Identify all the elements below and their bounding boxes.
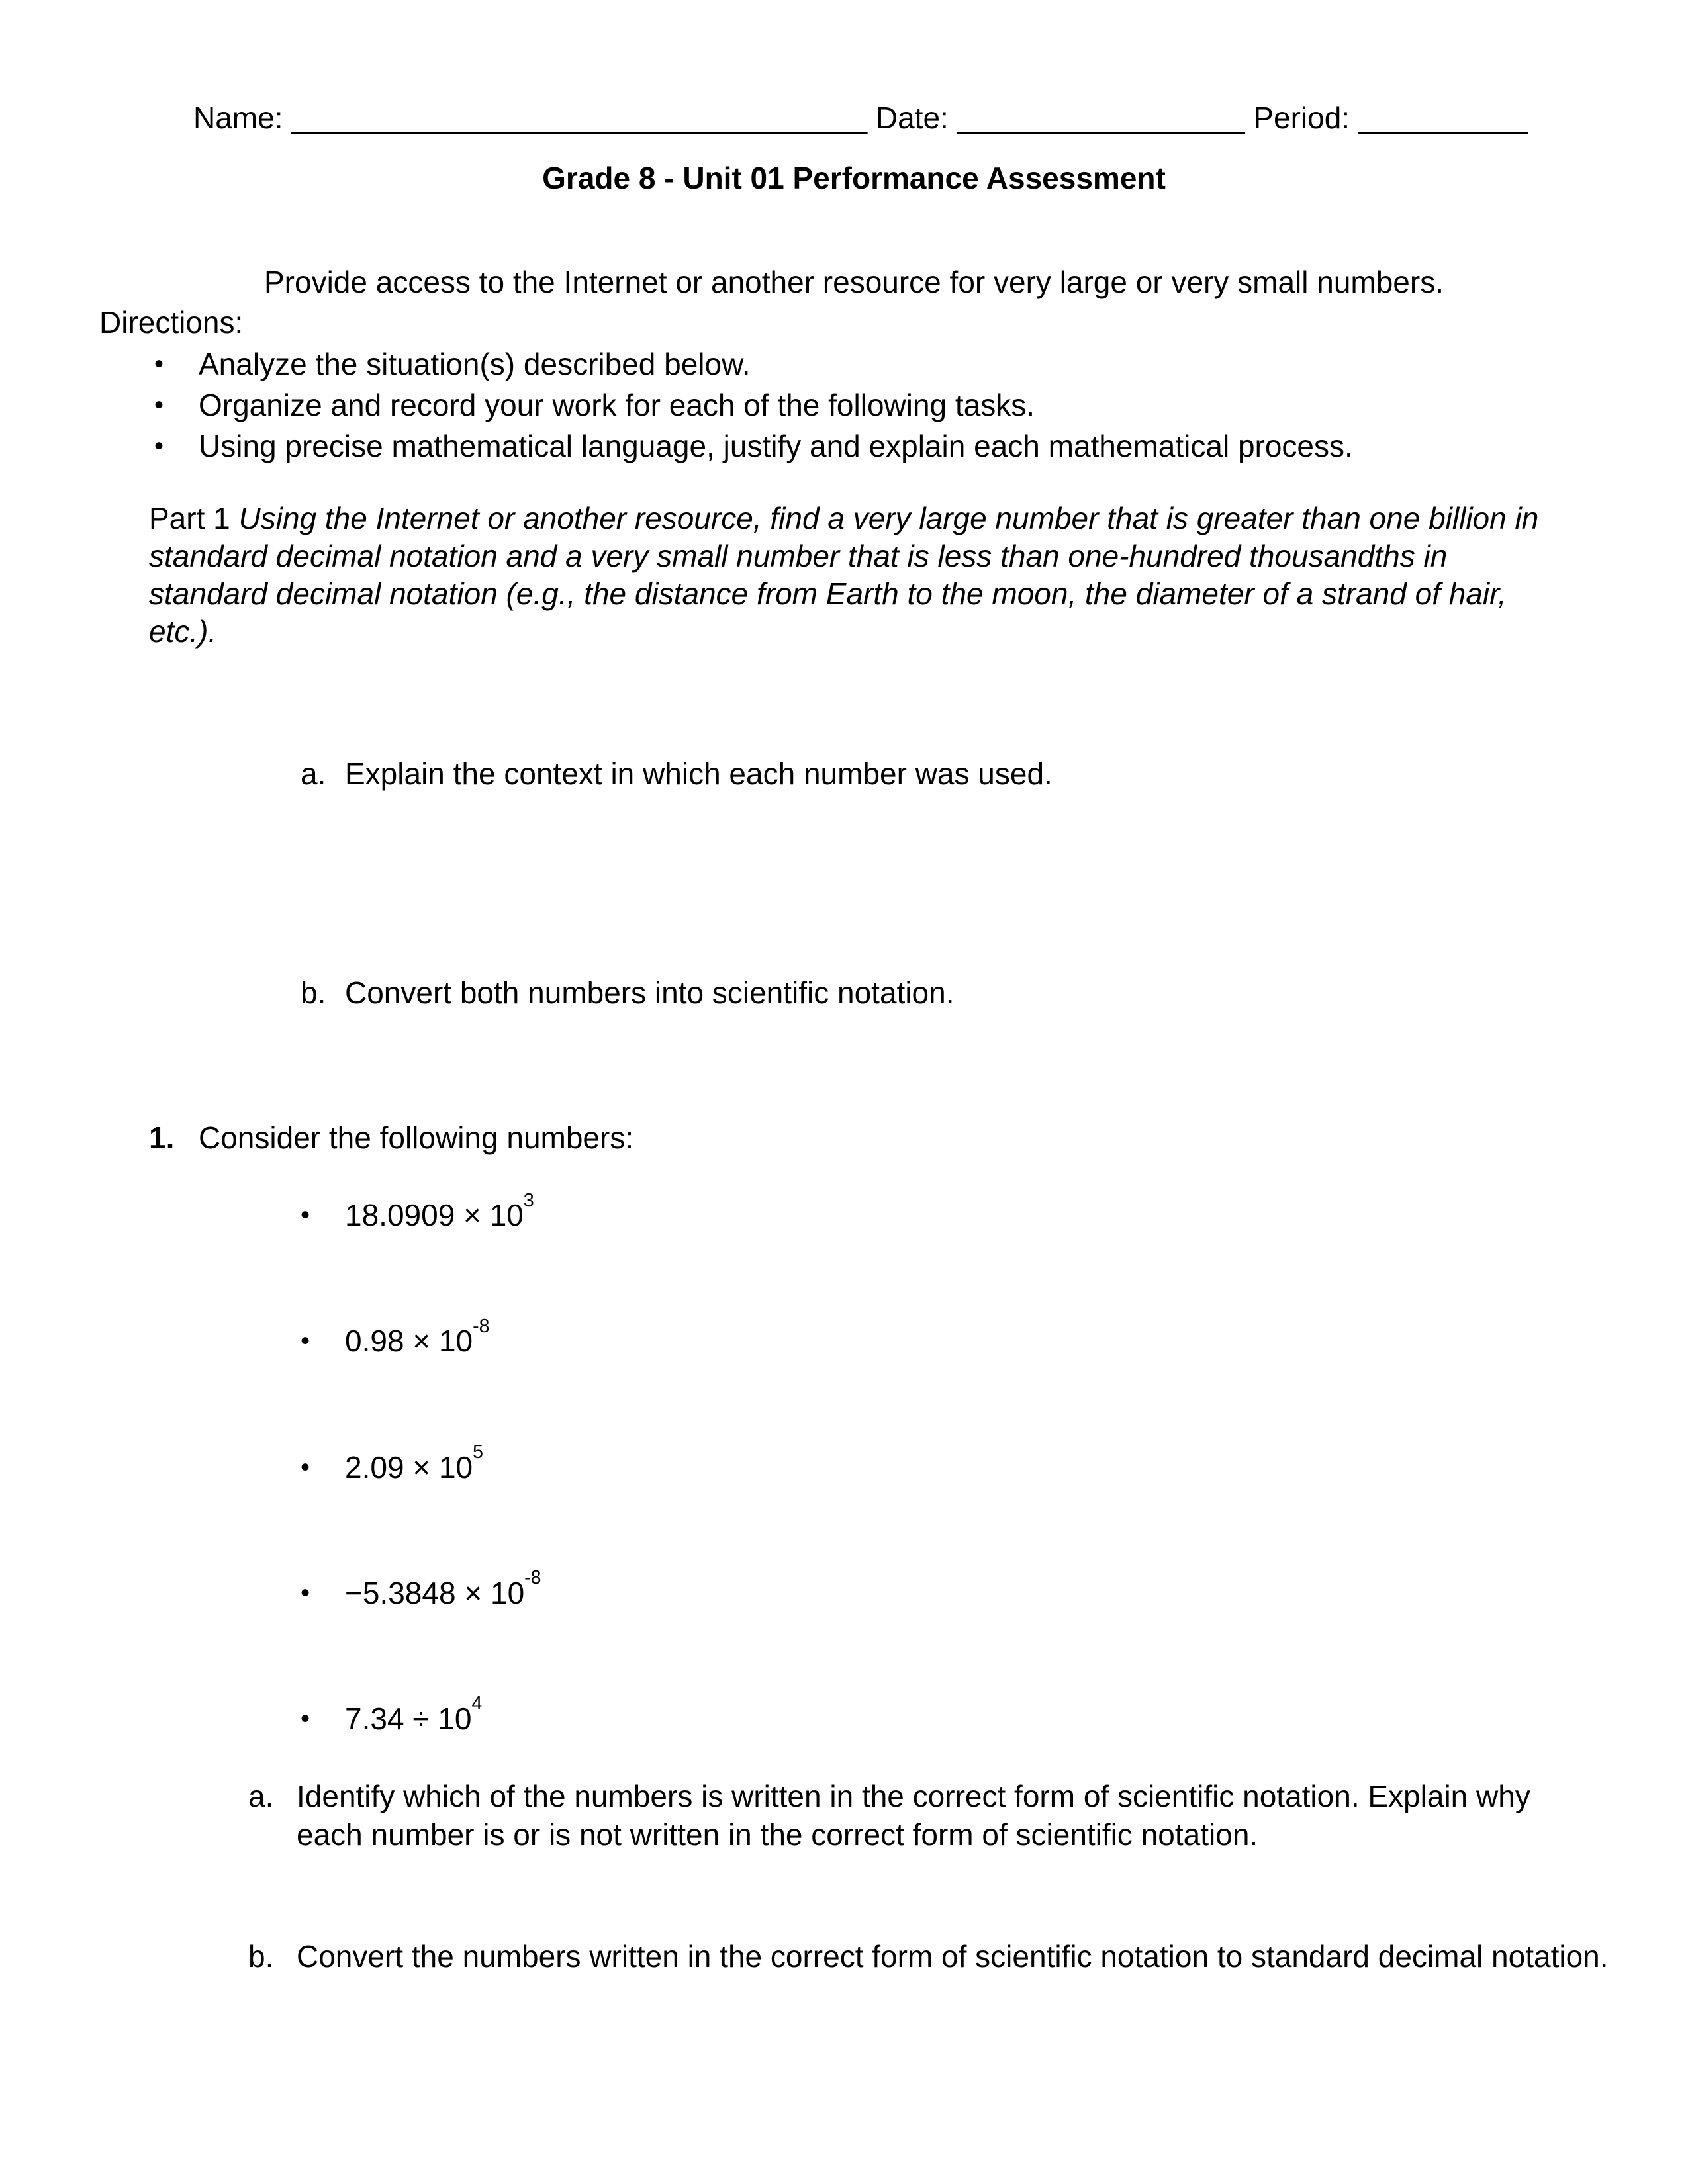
list-marker: b.	[248, 1938, 274, 1974]
directions-item-text: Analyze the situation(s) described below.	[199, 347, 751, 382]
header-fill-in-line	[193, 99, 1609, 137]
list-marker: a.	[248, 1778, 274, 1813]
directions-item-text: Using precise mathematical language, justify and explain each mathematical process.	[199, 429, 1353, 464]
number-list-item	[301, 1441, 1609, 1486]
part1-text: Using the Internet or another resource, find a very large number that is greater than one billion in standard decimal notation and a very small number that is less than one-hundred thousandths in standard decimal notation (e.g., the distance from Earth to the moon, the diameter of a strand of hair, etc.).	[149, 501, 1539, 649]
bullet-icon: •	[154, 432, 164, 461]
bullet-icon: •	[301, 1201, 310, 1230]
bullet-icon: •	[301, 1578, 310, 1608]
question-1-item-b-text: Convert the numbers written in the correct form of scientific notation to standard decimal notation.	[297, 1938, 1609, 1974]
number-exponent: 4	[471, 1693, 483, 1715]
part1-item-a	[301, 755, 1609, 793]
part1-paragraph	[149, 500, 1539, 651]
part1-item-b-text: Convert both numbers into scientific notation.	[345, 976, 955, 1011]
number-base: −5.3848 × 10	[345, 1575, 525, 1610]
directions-list-item	[154, 387, 1609, 424]
intro-provide-line: Provide access to the Internet or another resource for very large or very small numbers.	[263, 265, 1444, 300]
page-title: Grade 8 - Unit 01 Performance Assessment	[542, 161, 1166, 196]
number-base: 0.98 × 10	[345, 1324, 473, 1359]
question-1-text: Consider the following numbers:	[199, 1120, 634, 1156]
directions-item-text: Organize and record your work for each of the following tasks.	[199, 388, 1035, 423]
number-base: 2.09 × 10	[345, 1449, 473, 1484]
question-1-item-a-text: Identify which of the numbers is written in the correct form of scientific notation. Explain why each number is or is not written in the correct form of scientific notation.	[297, 1778, 1530, 1852]
question-1-marker: 1.	[149, 1120, 175, 1156]
name-blank: __________________________________	[291, 101, 868, 135]
directions-list-item	[154, 345, 1609, 383]
number-value	[345, 1567, 541, 1612]
directions-list-item	[154, 428, 1609, 465]
number-list-item	[301, 1693, 1609, 1738]
directions-list	[99, 345, 1609, 465]
number-exponent: -8	[524, 1567, 541, 1589]
list-marker: b.	[301, 976, 326, 1011]
part1-item-b	[301, 974, 1609, 1012]
question-1-item-b	[248, 1938, 1609, 1976]
list-marker: a.	[301, 756, 326, 792]
number-base: 18.0909 × 10	[345, 1198, 524, 1233]
number-base: 7.34 ÷ 10	[345, 1701, 472, 1736]
name-label: Name:	[193, 101, 283, 135]
directions-label: Directions:	[99, 305, 244, 340]
period-label: Period:	[1253, 101, 1350, 135]
number-exponent: -8	[473, 1316, 490, 1338]
number-value	[345, 1441, 483, 1486]
number-list-item	[301, 1567, 1609, 1612]
number-exponent: 3	[523, 1190, 534, 1212]
number-list-item	[301, 1190, 1609, 1234]
date-label: Date:	[875, 101, 949, 135]
number-list-item	[301, 1316, 1609, 1360]
bullet-icon: •	[301, 1452, 310, 1482]
number-value	[345, 1190, 534, 1234]
number-value	[345, 1316, 490, 1360]
question-1	[149, 1119, 1609, 1157]
date-blank: _________________	[957, 101, 1245, 135]
bullet-icon: •	[301, 1326, 310, 1356]
number-value	[345, 1693, 483, 1738]
part1-label: Part 1	[149, 501, 239, 536]
bullet-icon: •	[154, 390, 164, 420]
number-list	[99, 1190, 1609, 1737]
question-1-item-a	[248, 1778, 1609, 1854]
period-blank: __________	[1358, 101, 1528, 135]
number-exponent: 5	[473, 1441, 483, 1463]
bullet-icon: •	[301, 1704, 310, 1733]
bullet-icon: •	[154, 349, 164, 379]
part1-item-a-text: Explain the context in which each number was used.	[345, 756, 1053, 792]
